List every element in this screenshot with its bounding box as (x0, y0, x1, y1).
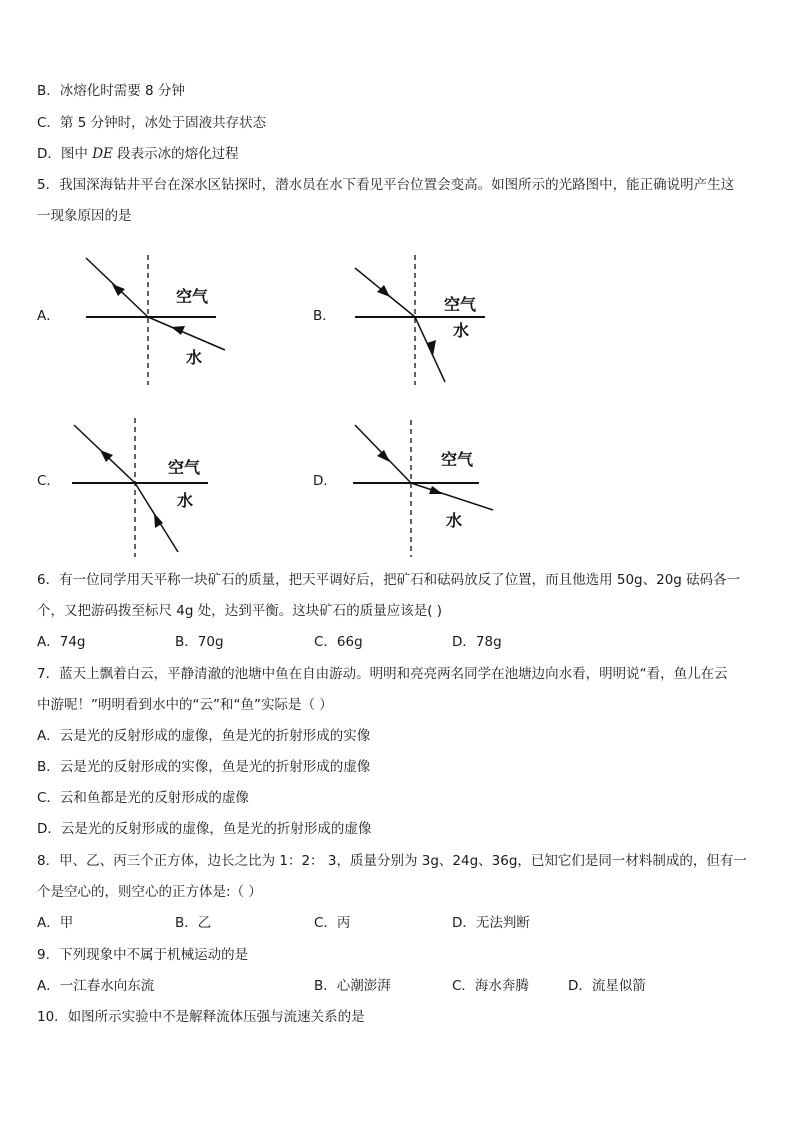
q4-option-b: B．冰熔化时需要 8 分钟 (37, 83, 185, 99)
q7-stem-line2: 中游呢！”明明看到水中的“云”和“鱼”实际是（ ） (37, 697, 333, 713)
q5-diagram-d (345, 415, 515, 560)
q6-option-a: A．74g (37, 634, 86, 650)
q9-stem-line1: 9．下列现象中不属于机械运动的是 (37, 947, 249, 963)
q8-option-a: A．甲 (37, 915, 74, 931)
q9-option-a: A．一江春水向东流 (37, 978, 155, 994)
q5-diagram-b-label: B． (313, 308, 336, 324)
q5-diagram-c (60, 415, 240, 560)
q4-option-d-after: 段表示冰的熔化过程 (112, 146, 239, 162)
q5-diagram-c-label: C． (37, 473, 60, 489)
q5-diagram-b-water-label: 水 (453, 321, 470, 340)
q4-option-c: C．第 5 分钟时，冰处于固液共存状态 (37, 115, 267, 131)
q5-diagram-c-water-label: 水 (177, 491, 194, 510)
q9-option-d: D．流星似箭 (568, 978, 646, 994)
q5-diagram-d-water-label: 水 (446, 511, 463, 530)
q7-stem-line1: 7．蓝天上飘着白云，平静清澈的池塘中鱼在自由游动。明明和亮亮两名同学在池塘边向水看，明明说“看，鱼儿在云 (37, 666, 728, 682)
q6-option-b: B．70g (175, 634, 224, 650)
q6-stem-line1: 6．有一位同学用天平称一块矿石的质量，把天平调好后，把矿石和砝码放反了位置，而且他选用 50g、20g 砝码各一 (37, 572, 741, 588)
q5-diagram-a-water-label: 水 (186, 348, 203, 367)
q9-option-b: B．心潮澎湃 (314, 978, 391, 994)
q4-option-d-before: D．图中 (37, 146, 93, 162)
q5-diagram-d-air-label: 空气 (441, 450, 474, 469)
q9-option-c: C．海水奔腾 (452, 978, 529, 994)
q6-option-c: C．66g (314, 634, 363, 650)
q4-option-d (37, 144, 239, 164)
q5-diagram-a-label: A． (37, 308, 60, 324)
q7-option-c: C．云和鱼都是光的反射形成的虚像 (37, 790, 249, 806)
q7-option-d: D．云是光的反射形成的虚像，鱼是光的折射形成的虚像 (37, 821, 372, 837)
q6-stem-line2: 个，又把游码拨至标尺 4g 处，达到平衡。这块矿石的质量应该是( ) (37, 603, 443, 619)
q8-option-c: C．丙 (314, 915, 351, 931)
q5-stem-line1: 5．我国深海钻井平台在深水区钻探时，潜水员在水下看见平台位置会变高。如图所示的光路图中，能正确说明产生这 (37, 177, 735, 193)
q8-option-d: D．无法判断 (452, 915, 530, 931)
q8-stem-line2: 个是空心的，则空心的正方体是:（ ） (37, 884, 262, 900)
q5-diagram-b-air-label: 空气 (444, 295, 477, 314)
q5-stem-line2: 一现象原因的是 (37, 208, 132, 224)
q5-diagram-b (345, 250, 515, 390)
q7-option-a: A．云是光的反射形成的虚像，鱼是光的折射形成的实像 (37, 728, 371, 744)
q8-stem-line1: 8．甲、乙、丙三个正方体，边长之比为 1：2： 3，质量分别为 3g、24g、36g，已知它们是同一材料制成的，但有一 (37, 853, 747, 869)
q7-option-b: B．云是光的反射形成的实像，鱼是光的折射形成的虚像 (37, 759, 371, 775)
q4-option-d-var: DE (92, 146, 113, 162)
q5-diagram-c-air-label: 空气 (168, 458, 201, 477)
q6-option-d: D．78g (452, 634, 502, 650)
q10-stem-line1: 10．如图所示实验中不是解释流体压强与流速关系的是 (37, 1009, 365, 1025)
q8-option-b: B．乙 (175, 915, 212, 931)
q5-diagram-a (70, 250, 240, 390)
q5-diagram-a-air-label: 空气 (176, 287, 209, 306)
q5-diagram-d-label: D． (313, 473, 337, 489)
